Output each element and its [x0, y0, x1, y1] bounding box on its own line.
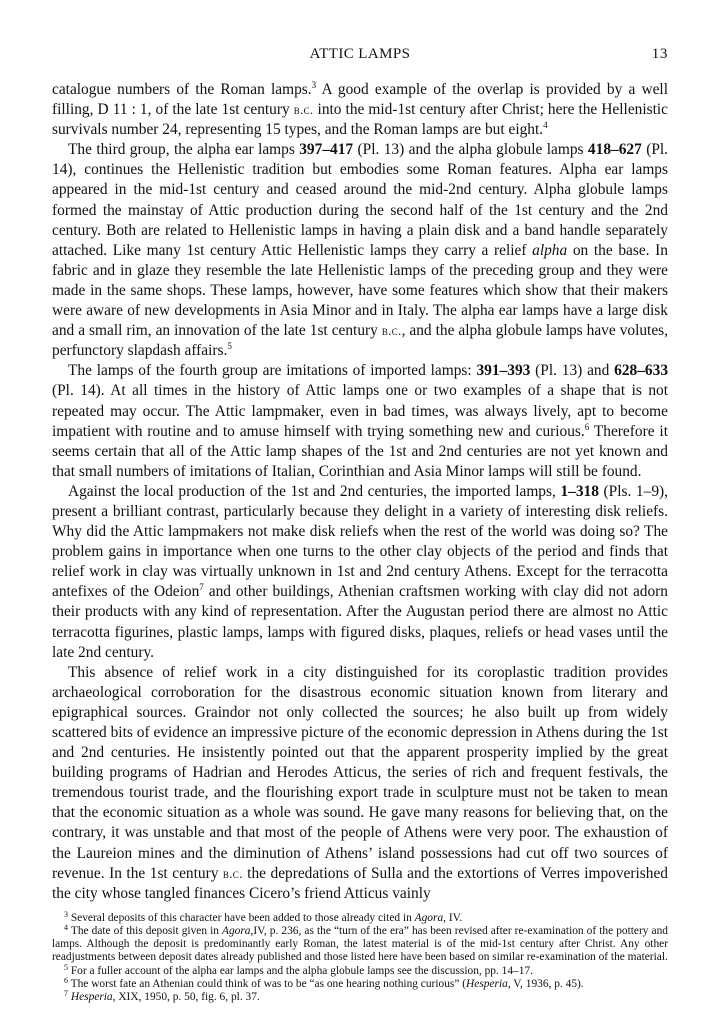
running-title: ATTIC LAMPS	[309, 46, 411, 62]
footnote-number: 4	[64, 923, 68, 933]
era-abbrev: b.c.	[381, 323, 402, 339]
catalogue-range: 1–318	[560, 482, 599, 500]
footnote-text: ,IV, p. 236, as the “turn of the era” has been revised after re-examination of the pottery and lamps. Although the deposit is predominantly early Roman, the latest material is of the mid-1st century after Christ. Any other readjustments between deposit dates already published and those listed here have been based on similar re-examination of the material.	[52, 925, 668, 964]
paragraph-2	[52, 140, 668, 361]
footnote-text: The worst fate an Athenian could think of was to be “as one hearing nothing curious” (	[68, 977, 467, 990]
paragraph-5-text: This absence of relief work in a city distinguished for its coroplastic tradition provides archaeological corroboration for the disastrous economic situation known from literary and epigraphical sources. Graindor not only collected the sources; he also built up from widely scattered bits of evidence an impressive picture of the economic depression in Athens during the 1st and 2nd centuries. He insistently pointed out that the apparent prosperity implied by the great building programs of Hadrian and Herodes Atticus, the series of rich and frequent festivals, the tremendous tourist trade, and the flourishing export trade in sculpture must not be taken to mean that the economic situation as a whole was sound. He gave many reasons for believing that, on the contrary, it was unstable and that most of the people of Athens were very poor. The exhaustion of the Laureion mines and the diminution of Athens’ island possessions had cut off two sources of revenue. In the 1st century	[52, 663, 668, 882]
footnote-number: 6	[64, 975, 68, 985]
footnote-ref-3: 3	[311, 80, 317, 90]
running-head	[52, 46, 668, 66]
footnote-number: 5	[64, 962, 68, 972]
paragraph-1-text: into the mid-1st century after Christ; here the Hellenistic survivals number 24, representing 15 types, and the Roman lamps are but eight.	[52, 101, 668, 139]
footnote-4	[52, 925, 668, 965]
paragraph-2-text: The third group, the alpha ear lamps	[68, 141, 300, 159]
paragraph-4	[52, 482, 668, 663]
footnote-5	[52, 962, 668, 978]
catalogue-range: 628–633	[614, 362, 669, 380]
footnote-text: , V, 1936, p. 45).	[507, 977, 584, 990]
paragraph-4-text: Against the local production of the 1st and 2nd centuries, the imported lamps,	[68, 482, 561, 500]
body-text	[52, 80, 668, 904]
footnote-number: 3	[64, 909, 68, 919]
footnote-ref-6: 6	[584, 421, 590, 432]
page-number: 13	[651, 46, 668, 62]
paragraph-2-text: (Pl. 14), continues the Hellenistic tradition but embodies some Roman features. Alpha ear lamps appeared in the mid-1st century and ceased around the mid-2nd century. Alpha globule lamps formed the mainstay of Attic production during the second half of the 1st century and the 2nd century. Both are related to Hellenistic lamps in having a plain disk and a band handle separately attached. Like many 1st century Attic Hellenistic lamps they carry a relief	[52, 141, 669, 259]
paragraph-3-text: (Pl. 14). At all times in the history of Attic lamps one or two examples of a shape that is not repeated may occur. The Attic lampmaker, even in bad times, was always lively, apt to become impatient with routine and to amuse himself with trying something new and curious.	[52, 382, 668, 440]
footnote-text: , IV.	[443, 911, 463, 924]
paragraph-3-text: (Pl. 13) and	[530, 362, 615, 380]
paragraph-4-text: (Pls. 1–9), present a brilliant contrast, particularly because they delight in a variety of interesting disk reliefs. Why did the Attic lampmakers not make disk reliefs when the rest of the world was doing so? The problem gains in importance when one turns to the other clay objects of the period and finds that relief work in clay was virtually unknown in 1st and 2nd century Athens. Except for the terracotta antefixes of the Odeion	[52, 482, 668, 601]
footnote-text: The date of this deposit given in	[68, 925, 223, 938]
era-abbrev: b.c.	[222, 865, 243, 881]
paragraph-3-text: Therefore it seems certain that all of the Attic lamp shapes of the 1st and 2nd centuries are not yet known and that small numbers of imitations of Italian, Corinthian and Asia Minor lamps will still be found.	[52, 422, 668, 480]
paragraph-3	[52, 361, 668, 482]
footnote-6	[52, 975, 668, 991]
paragraph-1-text: catalogue numbers of the Roman lamps.	[52, 81, 312, 98]
catalogue-range: 418–627	[587, 141, 642, 159]
italic-title: Hesperia	[466, 977, 508, 990]
paragraph-2-text: , and the alpha globule lamps have volutes, perfunctory slapdash affairs.	[52, 322, 668, 360]
footnote-text: For a fuller account of the alpha ear lamps and the alpha globule lamps see the discussion, pp. 14–17.	[68, 964, 533, 977]
paragraph-5-text: the depredations of Sulla and the extortions of Verres impoverished the city whose tangled finances Cicero’s friend Atticus vainly	[52, 864, 668, 902]
italic-title: Agora	[222, 925, 251, 938]
footnote-text: Several deposits of this character have been added to those already cited in	[68, 911, 415, 924]
footnote-number: 7	[64, 989, 68, 999]
footnote-7	[52, 991, 668, 1004]
italic-title: Agora	[414, 911, 444, 924]
paragraph-3-text: The lamps of the fourth group are imitations of imported lamps:	[68, 362, 477, 380]
era-abbrev: b.c.	[293, 102, 314, 118]
italic-title: Hesperia	[70, 991, 113, 1004]
paragraph-4-text: and other buildings, Athenian craftsmen working with clay did not adorn their products with any kind of representation. After the Augustan period there are almost no Attic terracotta figurines, plastic lamps, lamps with figured disks, plaques, reliefs or head vases until the late 2nd century.	[52, 583, 668, 661]
paragraph-2-text: (Pl. 13) and the alpha globule lamps	[353, 141, 588, 159]
footnote-ref-4: 4	[543, 120, 548, 131]
paragraph-1-text: A good example of the overlap is provided by a well filling, D 11 : 1, of the late 1st century	[52, 81, 668, 119]
paragraph-2-text: on the base. In fabric and in glaze they resemble the late Hellenistic lamps of the preceding group and they were made in the same shops. These lamps, however, have some features which show that their makers were aware of new developments in Asia Minor and in Italy. The alpha ear lamps have a large disk and a small rim, an innovation of the late 1st century	[52, 241, 668, 340]
footnote-3	[52, 909, 668, 925]
paragraph-1	[52, 80, 668, 140]
footnote-text: , XIX, 1950, p. 50, fig. 6, pl. 37.	[112, 991, 260, 1004]
footnote-ref-5: 5	[227, 341, 232, 352]
italic-term: alpha	[532, 241, 568, 259]
catalogue-range: 397–417	[299, 141, 354, 159]
footnotes	[52, 909, 668, 1004]
footnote-ref-7: 7	[199, 582, 204, 593]
catalogue-range: 391–393	[476, 362, 531, 380]
paragraph-5	[52, 663, 668, 904]
